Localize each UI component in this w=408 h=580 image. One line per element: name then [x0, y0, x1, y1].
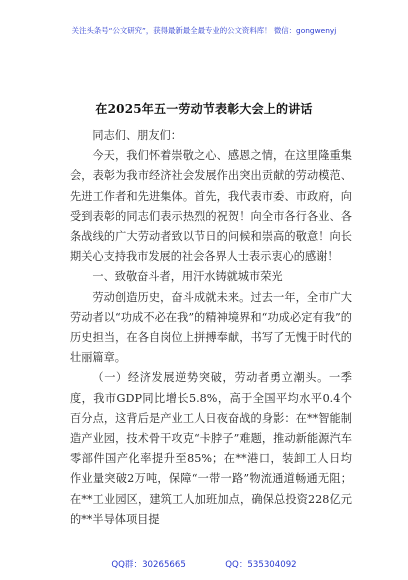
section-heading: 一、致敬奋斗者，用汗水铸就城市荣光: [92, 270, 283, 284]
salutation: 同志们、朋友们：: [92, 129, 182, 142]
speech-body: [70, 123, 352, 530]
body-paragraph: （一）经济发展逆势突破，劳动者勇立潮头。一季度，我市GDP同比增长5.8%，高于全国平均水平0.4个百分点，这背后是产业工人日夜奋战的身影：在**智能制造产业园，技术骨干攻克“卡脖子”难题，推动新能源汽车零部件国产化率提升至85%；在**港口，装卸工人日均作业量突破2万吨，保障“一带一路”物流通道畅通无阻；在**工业园区，建筑工人加班加点，确保总投资228亿元的**半导体项目提: [70, 371, 352, 526]
body-paragraph: 今天，我们怀着崇敬之心、感恩之情，在这里隆重集会，表彰为我市经济社会发展作出突出贡献的劳动模范、先进工作者和先进集体。首先，我代表市委、市政府，向受到表彰的同志们表示热烈的祝贺！向全市各行各业、各条战线的广大劳动者致以节日的问候和崇高的敬意！向长期关心支持我市发展的社会各界人士表示衷心的感谢！: [70, 149, 352, 264]
header-banner: 关注头条号“公文研究”，获得最新最全最专业的公文资料库！ 微信：gongwenyj: [71, 26, 337, 35]
page-title: 在2025年五一劳动节表彰大会上的讲话: [95, 102, 313, 116]
qq-group: QQ群：30265665: [111, 560, 186, 570]
footer-contact: [0, 558, 408, 570]
qq-number: QQ：535304092: [225, 560, 297, 570]
body-paragraph: 劳动创造历史，奋斗成就未来。过去一年，全市广大劳动者以“功成不必在我”的精神境界和“功成必定有我”的历史担当，在各自岗位上拼搏奉献，书写了无愧于时代的壮丽篇章。: [70, 290, 352, 365]
